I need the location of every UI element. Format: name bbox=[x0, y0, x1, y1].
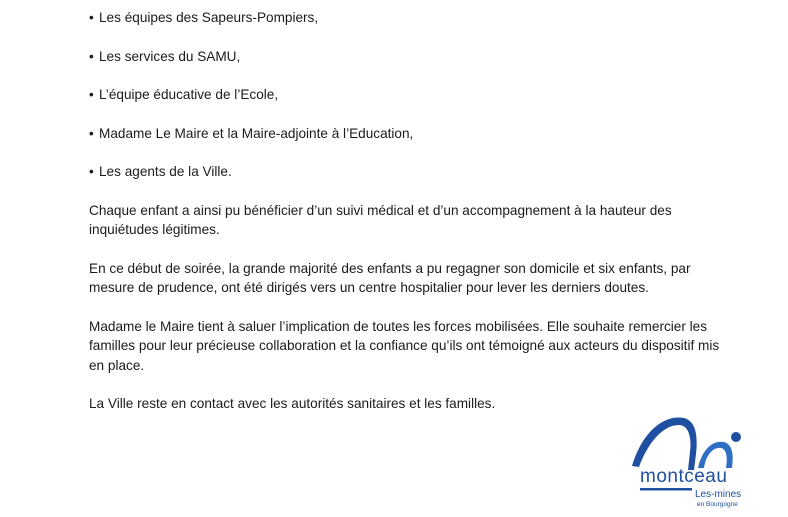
logo-name: montceau bbox=[640, 466, 728, 487]
bullet-icon: • bbox=[89, 10, 94, 25]
bullet-icon: • bbox=[89, 125, 94, 141]
list-item bbox=[89, 124, 729, 144]
list-item bbox=[89, 8, 729, 28]
list-item bbox=[89, 47, 729, 67]
logo-text-block bbox=[624, 412, 748, 512]
paragraph: Chaque enfant a ainsi pu bénéficier d’un suivi médical et d’un accompagnement à la hauteur des inquiétudes légitimes. bbox=[89, 202, 672, 237]
bullet-icon: • bbox=[89, 87, 94, 102]
montceau-logo bbox=[624, 412, 748, 512]
bullet-icon: • bbox=[89, 48, 94, 64]
list-item-text: Madame Le Maire et la Maire-adjointe à l’Education, bbox=[99, 125, 414, 141]
logo-region: en Bourgogne bbox=[697, 501, 738, 508]
list-item-text: Les équipes des Sapeurs-Pompiers, bbox=[99, 10, 319, 25]
paragraph: En ce début de soirée, la grande majorité des enfants a pu regagner son domicile et six enfants, par mesure de prudence, ont été dirigés vers un centre hospitalier pour lever les derniers doutes. bbox=[89, 260, 691, 295]
list-item-text: Les services du SAMU, bbox=[99, 48, 241, 64]
list-item-text: L’équipe éducative de l’Ecole, bbox=[99, 87, 279, 102]
paragraph: La Ville reste en contact avec les autorités sanitaires et les familles. bbox=[89, 396, 496, 411]
list-item-text: Les agents de la Ville. bbox=[99, 164, 232, 179]
logo-subtitle: Les-mines bbox=[695, 489, 742, 500]
bullet-icon: • bbox=[89, 164, 94, 179]
list-item bbox=[89, 85, 729, 105]
list-item bbox=[89, 162, 729, 182]
document-body bbox=[89, 8, 729, 433]
paragraph: Madame le Maire tient à saluer l’implication de toutes les forces mobilisées. Elle souhaite remercier les familles pour leur précieuse collaboration et la confiance qu’ils ont témoigné aux acteurs du dispositif mis en place. bbox=[89, 318, 720, 373]
